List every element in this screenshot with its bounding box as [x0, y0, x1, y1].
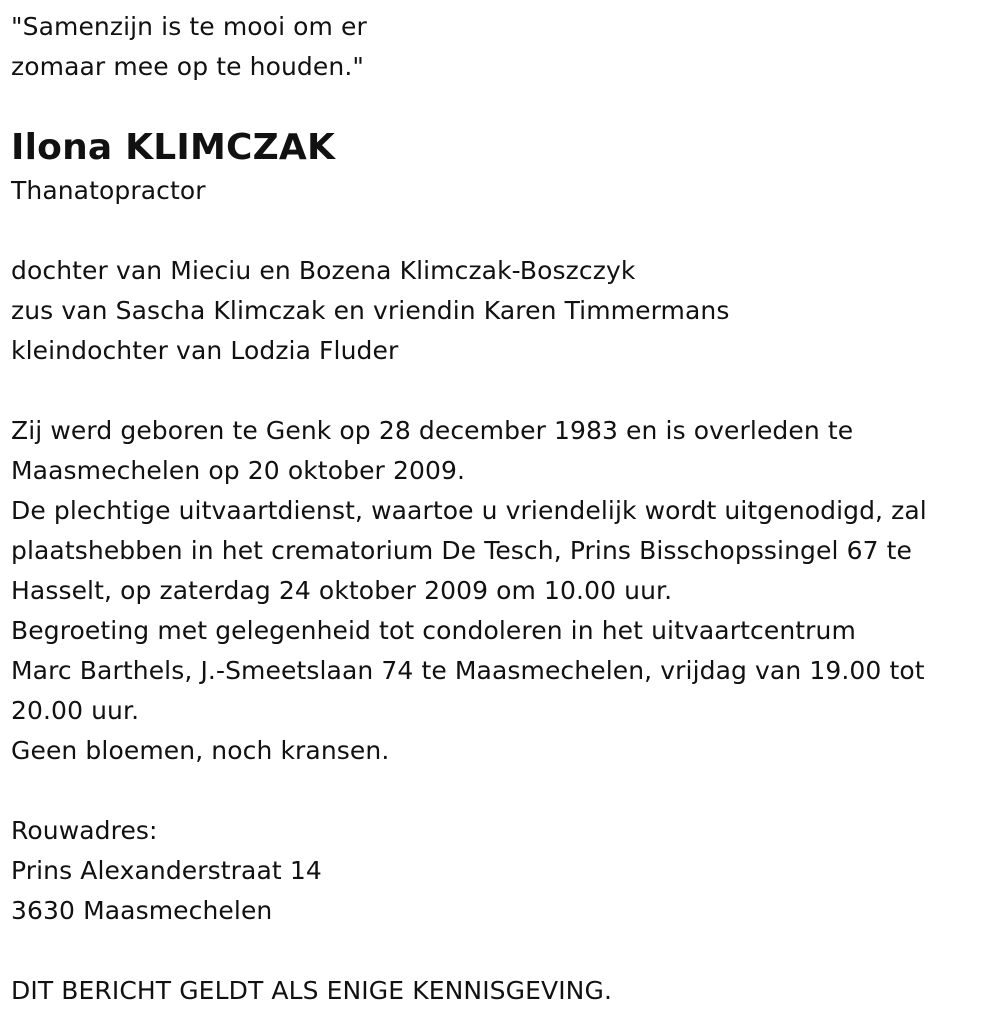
spacer — [11, 931, 991, 971]
details-line: Begroeting met gelegenheid tot condoleren in het uitvaartcentrum — [11, 616, 856, 645]
details-line: Geen bloemen, noch kransen. — [11, 736, 390, 765]
address-city: 3630 Maasmechelen — [11, 896, 273, 925]
deceased-profession: Thanatopractor — [11, 176, 206, 205]
deceased-name: Ilona KLIMCZAK — [11, 127, 336, 168]
family-line: dochter van Mieciu en Bozena Klimczak-Boszczyk — [11, 256, 636, 285]
quote-line-1: "Samenzijn is te mooi om er — [11, 12, 367, 41]
address-label: Rouwadres: — [11, 816, 158, 845]
address-block — [11, 811, 991, 931]
quote-line-2: zomaar mee op te houden." — [11, 52, 364, 81]
spacer — [11, 211, 991, 251]
details-line: 20.00 uur. — [11, 696, 140, 725]
details-line: plaatshebben in het crematorium De Tesch, Prins Bisschopssingel 67 te — [11, 536, 913, 565]
notice-text: DIT BERICHT GELDT ALS ENIGE KENNISGEVING. — [11, 976, 612, 1005]
spacer — [11, 371, 991, 411]
details-line: Marc Barthels, J.-Smeetslaan 74 te Maasmechelen, vrijdag van 19.00 tot — [11, 656, 925, 685]
details-line: Zij werd geboren te Genk op 28 december 1983 en is overleden te — [11, 416, 854, 445]
quote-block — [11, 7, 991, 87]
family-line: kleindochter van Lodzia Fluder — [11, 336, 399, 365]
details-line: De plechtige uitvaartdienst, waartoe u vriendelijk wordt uitgenodigd, zal — [11, 496, 927, 525]
details-line: Hasselt, op zaterdag 24 oktober 2009 om 10.00 uur. — [11, 576, 673, 605]
obituary-document — [11, 7, 991, 1011]
spacer — [11, 771, 991, 811]
address-street: Prins Alexanderstraat 14 — [11, 856, 322, 885]
details-block — [11, 411, 991, 771]
family-block — [11, 251, 991, 371]
details-line: Maasmechelen op 20 oktober 2009. — [11, 456, 466, 485]
deceased-block — [11, 126, 991, 211]
family-line: zus van Sascha Klimczak en vriendin Karen Timmermans — [11, 296, 730, 325]
